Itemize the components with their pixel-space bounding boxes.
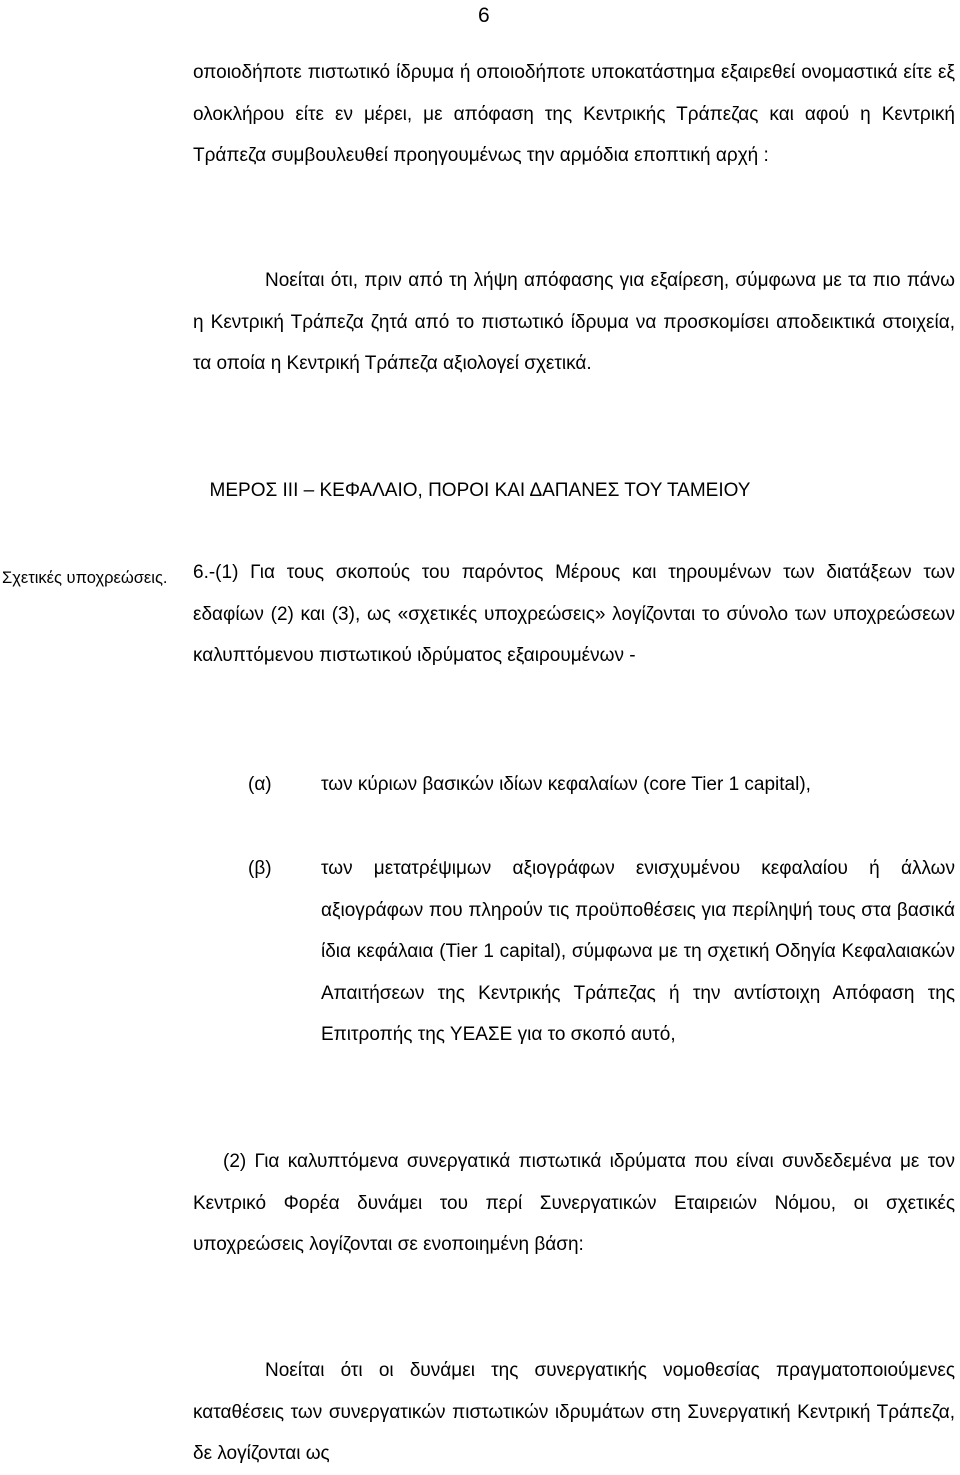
paragraph-section-6-2: (2) Για καλυπτόμενα συνεργατικά πιστωτικά ιδρύματα που είναι συνδεδεμένα με τον Κεντρικό Φορέα δυνάμει του περί Συνεργατικών Εταιρειών Νόμου, οι σχετικές υποχρεώσεις λογίζονται σε ενοποιημένη βάση:: [193, 1151, 955, 1255]
item-a-text: των κύριων βασικών ιδίων κεφαλαίων (core Tier 1 capital),: [321, 774, 811, 795]
item-a-label: (α): [248, 774, 272, 795]
item-b-text: των μετατρέψιμων αξιογράφων ενισχυμένου κεφαλαίου ή άλλων αξιογράφων που πληρούν τις προϋποθέσεις για περίληψή τους στα βασικά ίδια κεφάλαια (Tier 1 capital), σύμφωνα με τη σχετική Οδηγία Κεφαλαιακών Απαιτήσεων της Κεντρικής Τράπεζας ή την αντίστοιχη Απόφαση της Επιτροπής της ΥΕΑΣΕ για το σκοπό αυτό,: [321, 858, 955, 1045]
page-number: 6: [478, 4, 490, 27]
paragraph-proviso-cooperative: Νοείται ότι οι δυνάμει της συνεργατικής νομοθεσίας πραγματοποιούμενες καταθέσεις των συνεργατικών πιστωτικών ιδρυμάτων στη Συνεργατική Κεντρική Τράπεζα, δε λογίζονται ως: [193, 1360, 955, 1464]
section-heading: ΜΕΡΟΣ ΙΙΙ – ΚΕΦΑΛΑΙΟ, ΠΟΡΟΙ ΚΑΙ ΔΑΠΑΝΕΣ ΤΟΥ ΤΑΜΕΙΟΥ: [209, 480, 751, 501]
item-b-label: (β): [248, 858, 272, 879]
paragraph-exemption-clause: οποιοδήποτε πιστωτικό ίδρυμα ή οποιοδήποτε υποκατάστημα εξαιρεθεί ονομαστικά είτε εξ ολοκλήρου είτε εν μέρει, με απόφαση της Κεντρικής Τράπεζας και αφού η Κεντρική Τράπεζα συμβουλευθεί προηγουμένως την αρμόδια εποπτική αρχή :: [193, 62, 955, 166]
paragraph-section-6-1: 6.-(1) Για τους σκοπούς του παρόντος Μέρους και τηρουμένων των διατάξεων των εδαφίων (2) και (3), ως «σχετικές υποχρεώσεις» λογίζονται το σύνολο των υποχρεώσεων καλυπτόμενου πιστωτικού ιδρύματος εξαιρουμένων -: [193, 562, 955, 666]
margin-note: Σχετικές υποχρεώσεις.: [2, 569, 168, 587]
paragraph-proviso-exemption: Νοείται ότι, πριν από τη λήψη απόφασης για εξαίρεση, σύμφωνα με τα πιο πάνω η Κεντρική Τράπεζα ζητά από το πιστωτικό ίδρυμα να προσκομίσει αποδεικτικά στοιχεία, τα οποία η Κεντρική Τράπεζα αξιολογεί σχετικά.: [193, 270, 955, 374]
